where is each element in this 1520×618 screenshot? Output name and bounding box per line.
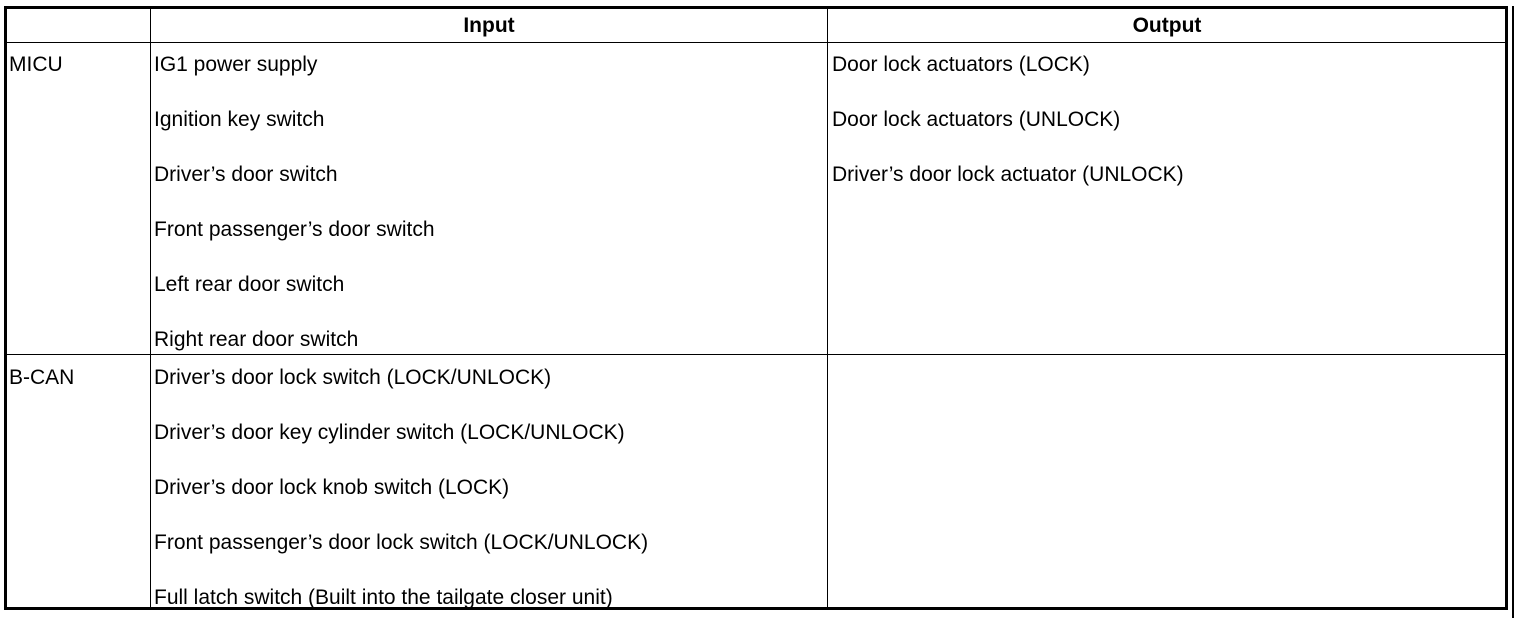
output-item: Door lock actuators (UNLOCK): [832, 108, 1121, 131]
row-label-bcan: B-CAN: [9, 366, 75, 389]
output-item: Driver’s door lock actuator (UNLOCK): [832, 163, 1184, 186]
output-item: Door lock actuators (LOCK): [832, 53, 1090, 76]
input-item: Driver’s door switch: [154, 163, 338, 186]
row-label-micu: MICU: [9, 53, 63, 76]
header-output: Output: [1132, 14, 1202, 37]
input-item: Left rear door switch: [154, 273, 345, 296]
column-divider: [827, 9, 828, 607]
input-item: Right rear door switch: [154, 328, 359, 351]
header-row-divider: [7, 42, 1505, 43]
header-input: Input: [463, 14, 515, 37]
column-divider: [150, 9, 151, 607]
input-item: Ignition key switch: [154, 108, 325, 131]
input-item: Front passenger’s door switch: [154, 218, 435, 241]
input-item: Driver’s door lock knob switch (LOCK): [154, 476, 510, 499]
input-item: IG1 power supply: [154, 53, 318, 76]
input-item: Front passenger’s door lock switch (LOCK/UNLOCK): [154, 531, 649, 554]
input-item: Driver’s door lock switch (LOCK/UNLOCK): [154, 366, 552, 389]
input-item: Driver’s door key cylinder switch (LOCK/UNLOCK): [154, 421, 625, 444]
input-item: Full latch switch (Built into the tailgate closer unit): [154, 586, 613, 609]
row-divider: [7, 354, 1505, 355]
io-table: [4, 6, 1508, 610]
page-edge-line: [1512, 6, 1514, 618]
